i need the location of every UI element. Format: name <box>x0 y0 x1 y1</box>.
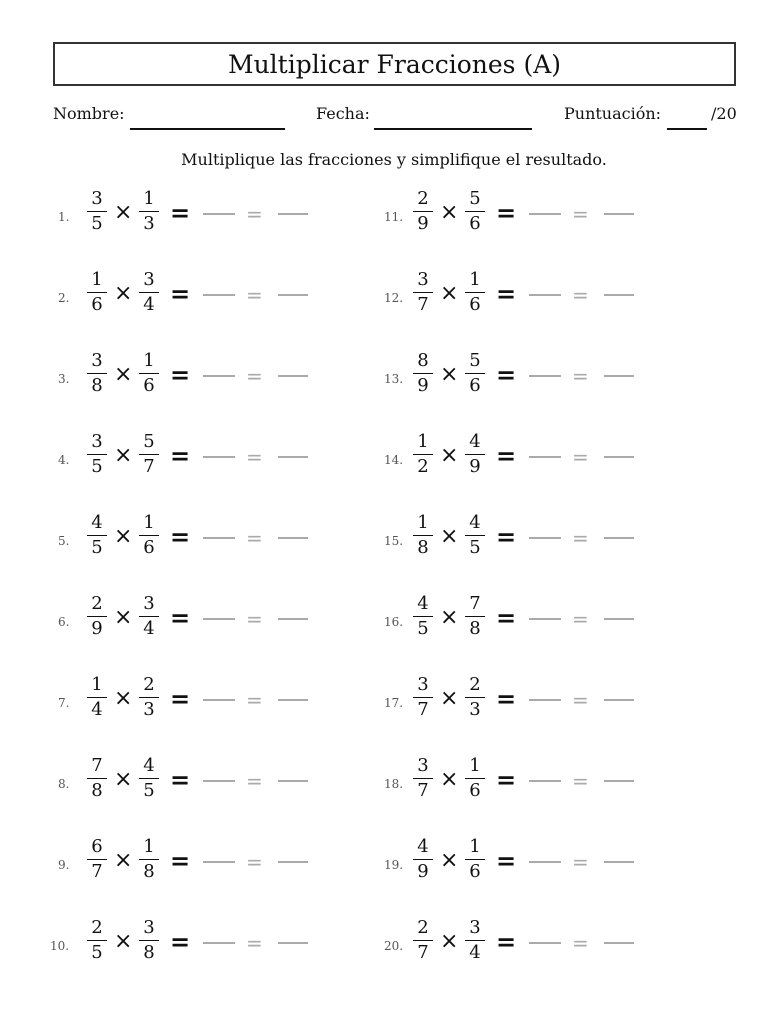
simplified-answer-blank[interactable] <box>604 861 634 863</box>
times-sign: × <box>114 524 133 549</box>
equals-sign: = <box>170 523 191 551</box>
numerator: 2 <box>413 917 433 941</box>
times-sign: × <box>114 362 133 387</box>
fraction-a <box>87 674 107 721</box>
denominator: 9 <box>91 618 103 639</box>
date-label: Fecha: <box>316 104 370 123</box>
denominator: 4 <box>143 294 155 315</box>
times-sign: × <box>114 200 133 225</box>
denominator: 9 <box>417 375 429 396</box>
equals-sign: = <box>496 523 517 551</box>
denominator: 4 <box>469 942 481 963</box>
times-sign: × <box>440 686 459 711</box>
equals-sign: = <box>246 202 263 226</box>
denominator: 8 <box>469 618 481 639</box>
simplified-answer-blank[interactable] <box>278 861 308 863</box>
fraction-a <box>87 836 107 883</box>
equals-sign: = <box>170 847 191 875</box>
numerator: 1 <box>139 188 159 212</box>
fraction-b <box>465 431 485 478</box>
instructions: Multiplique las fracciones y simplifique el resultado. <box>181 150 607 169</box>
equals-sign: = <box>170 280 191 308</box>
fraction-a <box>413 917 433 964</box>
equals-sign: = <box>496 766 517 794</box>
times-sign: × <box>440 767 459 792</box>
problem-item <box>376 431 676 491</box>
numerator: 3 <box>413 269 433 293</box>
problem-item <box>376 917 676 977</box>
equals-sign: = <box>496 280 517 308</box>
denominator: 6 <box>469 861 481 882</box>
answer-blank[interactable] <box>529 456 561 458</box>
answer-blank[interactable] <box>529 780 561 782</box>
fraction-b <box>139 674 159 721</box>
problem-item <box>376 755 676 815</box>
problem-number: 12. <box>384 291 404 305</box>
problem-item <box>376 188 676 248</box>
equals-sign: = <box>246 526 263 550</box>
times-sign: × <box>114 929 133 954</box>
denominator: 4 <box>91 699 103 720</box>
fraction-b <box>465 350 485 397</box>
denominator: 7 <box>417 942 429 963</box>
problem-number: 2. <box>58 291 70 305</box>
denominator: 6 <box>469 780 481 801</box>
denominator: 5 <box>91 213 103 234</box>
problem-number: 16. <box>384 615 404 629</box>
equals-sign: = <box>496 199 517 227</box>
numerator: 7 <box>87 755 107 779</box>
answer-blank[interactable] <box>529 618 561 620</box>
denominator: 6 <box>469 213 481 234</box>
numerator: 3 <box>413 755 433 779</box>
times-sign: × <box>114 605 133 630</box>
equals-sign: = <box>246 931 263 955</box>
numerator: 4 <box>413 836 433 860</box>
numerator: 1 <box>139 836 159 860</box>
denominator: 2 <box>417 456 429 477</box>
fraction-b <box>139 188 159 235</box>
fraction-a <box>413 836 433 883</box>
fraction-a <box>413 269 433 316</box>
fraction-a <box>87 917 107 964</box>
times-sign: × <box>440 605 459 630</box>
denominator: 3 <box>143 213 155 234</box>
problem-number: 11. <box>384 210 404 224</box>
numerator: 3 <box>87 431 107 455</box>
fraction-b <box>465 188 485 235</box>
times-sign: × <box>440 200 459 225</box>
fraction-a <box>413 512 433 559</box>
answer-blank[interactable] <box>529 213 561 215</box>
fraction-b <box>465 836 485 883</box>
numerator: 6 <box>87 836 107 860</box>
times-sign: × <box>114 686 133 711</box>
equals-sign: = <box>496 361 517 389</box>
simplified-answer-blank[interactable] <box>278 942 308 944</box>
problem-number: 13. <box>384 372 404 386</box>
problem-number: 10. <box>50 939 70 953</box>
problem-item <box>376 593 676 653</box>
numerator: 4 <box>413 593 433 617</box>
denominator: 6 <box>143 537 155 558</box>
problem-number: 14. <box>384 453 404 467</box>
problem-number: 6. <box>58 615 70 629</box>
problem-item <box>50 917 350 977</box>
fraction-a <box>413 755 433 802</box>
numerator: 3 <box>139 269 159 293</box>
simplified-answer-blank[interactable] <box>604 780 634 782</box>
numerator: 1 <box>465 755 485 779</box>
header-row <box>53 104 743 136</box>
numerator: 4 <box>139 755 159 779</box>
fraction-a <box>87 512 107 559</box>
simplified-answer-blank[interactable] <box>604 699 634 701</box>
fraction-b <box>139 593 159 640</box>
equals-sign: = <box>496 685 517 713</box>
denominator: 7 <box>417 699 429 720</box>
times-sign: × <box>114 848 133 873</box>
problem-item <box>50 431 350 491</box>
equals-sign: = <box>246 850 263 874</box>
simplified-answer-blank[interactable] <box>604 456 634 458</box>
equals-sign: = <box>170 685 191 713</box>
problem-number: 18. <box>384 777 404 791</box>
denominator: 7 <box>417 780 429 801</box>
times-sign: × <box>114 281 133 306</box>
fraction-b <box>139 512 159 559</box>
simplified-answer-blank[interactable] <box>604 294 634 296</box>
simplified-answer-blank[interactable] <box>604 213 634 215</box>
numerator: 4 <box>87 512 107 536</box>
problem-item <box>376 512 676 572</box>
denominator: 8 <box>143 942 155 963</box>
problem-number: 4. <box>58 453 70 467</box>
answer-blank[interactable] <box>203 294 235 296</box>
answer-blank[interactable] <box>203 375 235 377</box>
numerator: 1 <box>413 512 433 536</box>
problem-number: 7. <box>58 696 70 710</box>
fraction-b <box>465 512 485 559</box>
denominator: 8 <box>91 780 103 801</box>
score-total: /20 <box>711 104 737 123</box>
numerator: 4 <box>465 431 485 455</box>
equals-sign: = <box>170 442 191 470</box>
simplified-answer-blank[interactable] <box>278 294 308 296</box>
answer-blank[interactable] <box>203 456 235 458</box>
equals-sign: = <box>572 931 589 955</box>
denominator: 7 <box>143 456 155 477</box>
fraction-b <box>139 350 159 397</box>
equals-sign: = <box>170 766 191 794</box>
numerator: 3 <box>87 188 107 212</box>
name-field[interactable] <box>130 128 285 130</box>
equals-sign: = <box>170 361 191 389</box>
problem-item <box>50 674 350 734</box>
answer-blank[interactable] <box>529 699 561 701</box>
equals-sign: = <box>170 199 191 227</box>
fraction-a <box>413 350 433 397</box>
denominator: 3 <box>143 699 155 720</box>
numerator: 2 <box>413 188 433 212</box>
answer-blank[interactable] <box>529 861 561 863</box>
numerator: 3 <box>139 593 159 617</box>
fraction-b <box>465 269 485 316</box>
problem-item <box>376 350 676 410</box>
numerator: 7 <box>465 593 485 617</box>
times-sign: × <box>440 281 459 306</box>
problem-number: 20. <box>384 939 404 953</box>
numerator: 5 <box>465 350 485 374</box>
answer-blank[interactable] <box>529 375 561 377</box>
equals-sign: = <box>572 445 589 469</box>
name-label: Nombre: <box>53 104 125 123</box>
worksheet-title: Multiplicar Fracciones (A) <box>227 49 562 79</box>
numerator: 1 <box>87 674 107 698</box>
equals-sign: = <box>246 607 263 631</box>
fraction-b <box>465 593 485 640</box>
times-sign: × <box>440 848 459 873</box>
times-sign: × <box>440 362 459 387</box>
problem-item <box>376 269 676 329</box>
numerator: 8 <box>413 350 433 374</box>
times-sign: × <box>440 443 459 468</box>
equals-sign: = <box>496 928 517 956</box>
equals-sign: = <box>246 769 263 793</box>
denominator: 6 <box>143 375 155 396</box>
denominator: 3 <box>469 699 481 720</box>
denominator: 8 <box>143 861 155 882</box>
simplified-answer-blank[interactable] <box>604 618 634 620</box>
answer-blank[interactable] <box>203 780 235 782</box>
simplified-answer-blank[interactable] <box>278 618 308 620</box>
problem-number: 17. <box>384 696 404 710</box>
fraction-a <box>413 431 433 478</box>
answer-blank[interactable] <box>529 537 561 539</box>
score-field[interactable] <box>667 128 707 130</box>
problem-item <box>376 674 676 734</box>
problem-item <box>50 350 350 410</box>
equals-sign: = <box>572 607 589 631</box>
equals-sign: = <box>572 850 589 874</box>
simplified-answer-blank[interactable] <box>278 780 308 782</box>
answer-blank[interactable] <box>529 294 561 296</box>
fraction-a <box>87 431 107 478</box>
equals-sign: = <box>572 769 589 793</box>
problem-item <box>376 836 676 896</box>
times-sign: × <box>440 929 459 954</box>
fraction-a <box>87 188 107 235</box>
problem-item <box>50 188 350 248</box>
problem-number: 3. <box>58 372 70 386</box>
numerator: 2 <box>139 674 159 698</box>
numerator: 3 <box>465 917 485 941</box>
fraction-a <box>413 188 433 235</box>
equals-sign: = <box>572 202 589 226</box>
denominator: 6 <box>91 294 103 315</box>
equals-sign: = <box>496 442 517 470</box>
problem-number: 5. <box>58 534 70 548</box>
fraction-b <box>139 755 159 802</box>
denominator: 4 <box>143 618 155 639</box>
denominator: 5 <box>91 456 103 477</box>
numerator: 5 <box>139 431 159 455</box>
fraction-b <box>139 917 159 964</box>
problem-number: 1. <box>58 210 70 224</box>
numerator: 2 <box>465 674 485 698</box>
denominator: 6 <box>469 375 481 396</box>
denominator: 5 <box>91 942 103 963</box>
simplified-answer-blank[interactable] <box>604 537 634 539</box>
denominator: 5 <box>143 780 155 801</box>
fraction-a <box>87 755 107 802</box>
equals-sign: = <box>246 688 263 712</box>
equals-sign: = <box>496 604 517 632</box>
numerator: 3 <box>139 917 159 941</box>
problem-number: 9. <box>58 858 70 872</box>
simplified-answer-blank[interactable] <box>278 456 308 458</box>
equals-sign: = <box>246 364 263 388</box>
problem-item <box>50 593 350 653</box>
answer-blank[interactable] <box>203 699 235 701</box>
answer-blank[interactable] <box>203 213 235 215</box>
simplified-answer-blank[interactable] <box>604 375 634 377</box>
fraction-a <box>413 593 433 640</box>
numerator: 2 <box>87 593 107 617</box>
numerator: 1 <box>465 269 485 293</box>
simplified-answer-blank[interactable] <box>278 213 308 215</box>
numerator: 3 <box>87 350 107 374</box>
denominator: 5 <box>417 618 429 639</box>
denominator: 5 <box>91 537 103 558</box>
problem-number: 15. <box>384 534 404 548</box>
equals-sign: = <box>246 445 263 469</box>
simplified-answer-blank[interactable] <box>604 942 634 944</box>
worksheet-title-box <box>53 42 736 86</box>
answer-blank[interactable] <box>203 537 235 539</box>
problem-number: 19. <box>384 858 404 872</box>
fraction-a <box>87 593 107 640</box>
equals-sign: = <box>496 847 517 875</box>
times-sign: × <box>440 524 459 549</box>
fraction-b <box>465 674 485 721</box>
equals-sign: = <box>572 688 589 712</box>
denominator: 6 <box>469 294 481 315</box>
numerator: 1 <box>413 431 433 455</box>
fraction-b <box>139 836 159 883</box>
denominator: 5 <box>469 537 481 558</box>
equals-sign: = <box>170 928 191 956</box>
answer-blank[interactable] <box>203 861 235 863</box>
numerator: 1 <box>465 836 485 860</box>
answer-blank[interactable] <box>529 942 561 944</box>
denominator: 7 <box>417 294 429 315</box>
equals-sign: = <box>572 283 589 307</box>
numerator: 4 <box>465 512 485 536</box>
numerator: 3 <box>413 674 433 698</box>
fraction-b <box>139 269 159 316</box>
denominator: 9 <box>417 861 429 882</box>
problem-item <box>50 512 350 572</box>
answer-blank[interactable] <box>203 618 235 620</box>
equals-sign: = <box>246 283 263 307</box>
times-sign: × <box>114 767 133 792</box>
numerator: 1 <box>87 269 107 293</box>
date-field[interactable] <box>374 128 532 130</box>
fraction-a <box>413 674 433 721</box>
denominator: 9 <box>417 213 429 234</box>
numerator: 2 <box>87 917 107 941</box>
simplified-answer-blank[interactable] <box>278 537 308 539</box>
problem-item <box>50 269 350 329</box>
score-label: Puntuación: <box>564 104 662 123</box>
fraction-b <box>139 431 159 478</box>
problem-item <box>50 836 350 896</box>
denominator: 8 <box>91 375 103 396</box>
equals-sign: = <box>170 604 191 632</box>
numerator: 5 <box>465 188 485 212</box>
fraction-b <box>465 755 485 802</box>
equals-sign: = <box>572 364 589 388</box>
numerator: 1 <box>139 512 159 536</box>
problem-item <box>50 755 350 815</box>
fraction-a <box>87 269 107 316</box>
answer-blank[interactable] <box>203 942 235 944</box>
denominator: 8 <box>417 537 429 558</box>
denominator: 7 <box>91 861 103 882</box>
denominator: 9 <box>469 456 481 477</box>
times-sign: × <box>114 443 133 468</box>
equals-sign: = <box>572 526 589 550</box>
fraction-b <box>465 917 485 964</box>
simplified-answer-blank[interactable] <box>278 699 308 701</box>
fraction-a <box>87 350 107 397</box>
problem-number: 8. <box>58 777 70 791</box>
numerator: 1 <box>139 350 159 374</box>
simplified-answer-blank[interactable] <box>278 375 308 377</box>
